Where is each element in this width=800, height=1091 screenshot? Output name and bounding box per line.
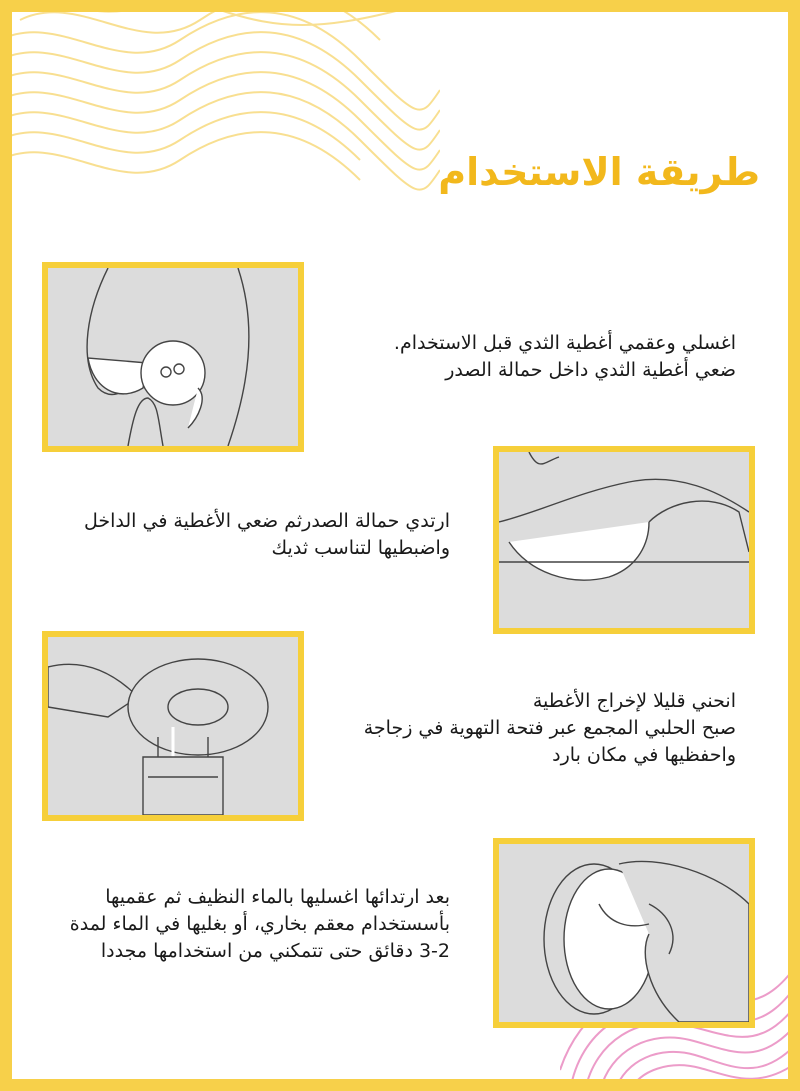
step-3-text — [316, 688, 736, 769]
step-4-line-3: 3-2 دقائق حتى تتمكني من استخدامها مجددا — [100, 940, 450, 962]
decorative-wave-lines — [0, 0, 440, 220]
step-2-text — [50, 508, 450, 562]
step-2-illustration — [493, 446, 755, 634]
hand-holding-shell-cleaning-image — [499, 844, 749, 1022]
step-2-line-2: واضبطيها لتناسب ثديك — [271, 537, 450, 559]
page-title: طريقة الاستخدام — [438, 150, 760, 194]
step-3-line-1: انحني قليلا لإخراج الأغطية — [532, 690, 736, 712]
step-4-line-2: بأسستخدام معقم بخاري، أو بغليها في الماء لمدة — [69, 913, 450, 935]
step-3-illustration — [42, 631, 304, 821]
pouring-milk-into-bottle-image — [48, 637, 298, 815]
step-4-line-1: بعد ارتدائها اغسليها بالماء النظيف ثم عقميها — [105, 886, 450, 908]
step-1-text — [316, 330, 736, 384]
step-1-illustration — [42, 262, 304, 452]
step-2-line-1: ارتدي حمالة الصدرثم ضعي الأغطية في الداخل — [83, 510, 450, 532]
step-3-line-2: صبح الحلبي المجمع عبر فتحة التهوية في زجاجة — [363, 717, 736, 739]
step-4-text — [50, 884, 450, 965]
step-4-illustration — [493, 838, 755, 1028]
wearing-bra-with-shell-image — [499, 452, 749, 628]
hand-placing-shell-in-bra-image — [48, 268, 298, 446]
step-3-line-3: واحفظيها في مكان بارد — [552, 744, 736, 766]
step-1-line-2: ضعي أغطية الثدي داخل حمالة الصدر — [445, 359, 736, 381]
step-1-line-1: اغسلي وعقمي أغطية الثدي قبل الاستخدام. — [393, 332, 736, 354]
